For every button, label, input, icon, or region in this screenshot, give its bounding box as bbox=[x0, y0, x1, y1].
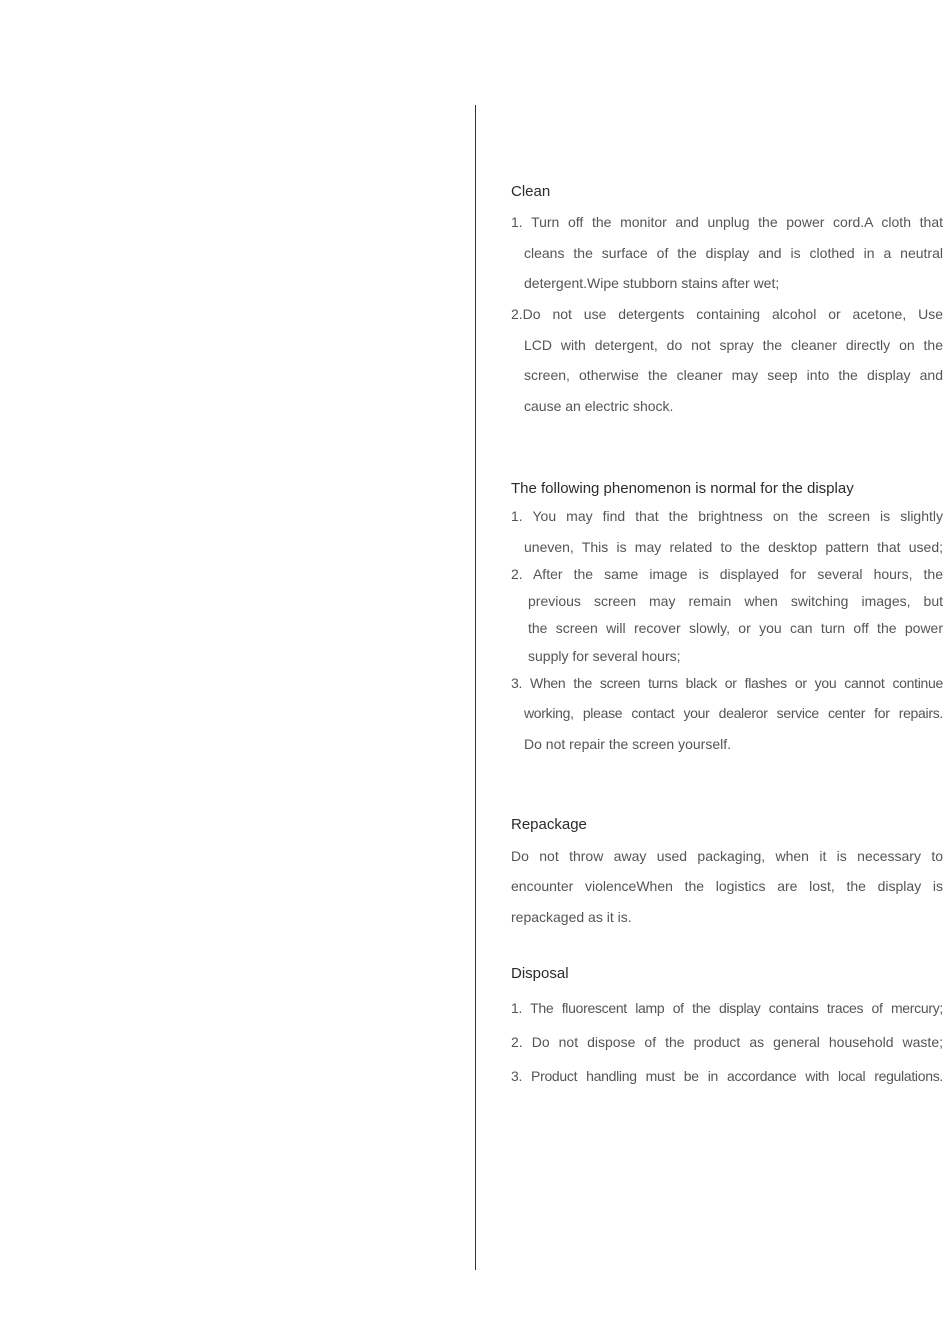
clean-item-2-line-1: 2.Do not use detergents containing alcohol or acetone, Use bbox=[511, 306, 943, 322]
phenomenon-item-2-line-3: the screen will recover slowly, or you can turn off the power bbox=[528, 620, 943, 636]
section-heading-phenomenon: The following phenomenon is normal for the display bbox=[511, 480, 854, 497]
section-heading-repackage: Repackage bbox=[511, 816, 587, 833]
clean-item-2-line-3: screen, otherwise the cleaner may seep into the display and bbox=[524, 367, 943, 383]
phenomenon-item-2-line-1: 2. After the same image is displayed for several hours, the bbox=[511, 566, 943, 582]
section-heading-clean: Clean bbox=[511, 183, 551, 200]
vertical-divider bbox=[475, 105, 476, 1270]
phenomenon-item-3-line-1: 3. When the screen turns black or flashes or you cannot continue bbox=[511, 675, 943, 691]
repackage-line-3: repackaged as it is. bbox=[511, 909, 632, 925]
clean-item-2-line-2: LCD with detergent, do not spray the cleaner directly on the bbox=[524, 337, 943, 353]
disposal-item-3: 3. Product handling must be in accordance with local regulations. bbox=[511, 1068, 943, 1084]
phenomenon-item-2-line-2: previous screen may remain when switching images, but bbox=[528, 593, 943, 609]
clean-item-2-line-4: cause an electric shock. bbox=[524, 398, 674, 414]
phenomenon-item-3-line-2: working, please contact your dealeror service center for repairs. bbox=[524, 705, 943, 721]
repackage-line-2: encounter violenceWhen the logistics are lost, the display is bbox=[511, 878, 943, 894]
clean-item-1-line-3: detergent.Wipe stubborn stains after wet; bbox=[524, 275, 780, 291]
disposal-item-1: 1. The fluorescent lamp of the display contains traces of mercury; bbox=[511, 1000, 943, 1016]
phenomenon-item-1-line-2: uneven, This is may related to the desktop pattern that used; bbox=[524, 539, 943, 555]
clean-item-1-line-1: 1. Turn off the monitor and unplug the power cord.A cloth that bbox=[511, 214, 943, 230]
section-heading-disposal: Disposal bbox=[511, 965, 569, 982]
phenomenon-item-2-line-4: supply for several hours; bbox=[528, 648, 681, 664]
disposal-item-2: 2. Do not dispose of the product as general household waste; bbox=[511, 1034, 943, 1050]
phenomenon-item-1-line-1: 1. You may find that the brightness on the screen is slightly bbox=[511, 508, 943, 524]
repackage-line-1: Do not throw away used packaging, when it is necessary to bbox=[511, 848, 943, 864]
clean-item-1-line-2: cleans the surface of the display and is clothed in a neutral bbox=[524, 245, 943, 261]
phenomenon-item-3-line-3: Do not repair the screen yourself. bbox=[524, 736, 731, 752]
